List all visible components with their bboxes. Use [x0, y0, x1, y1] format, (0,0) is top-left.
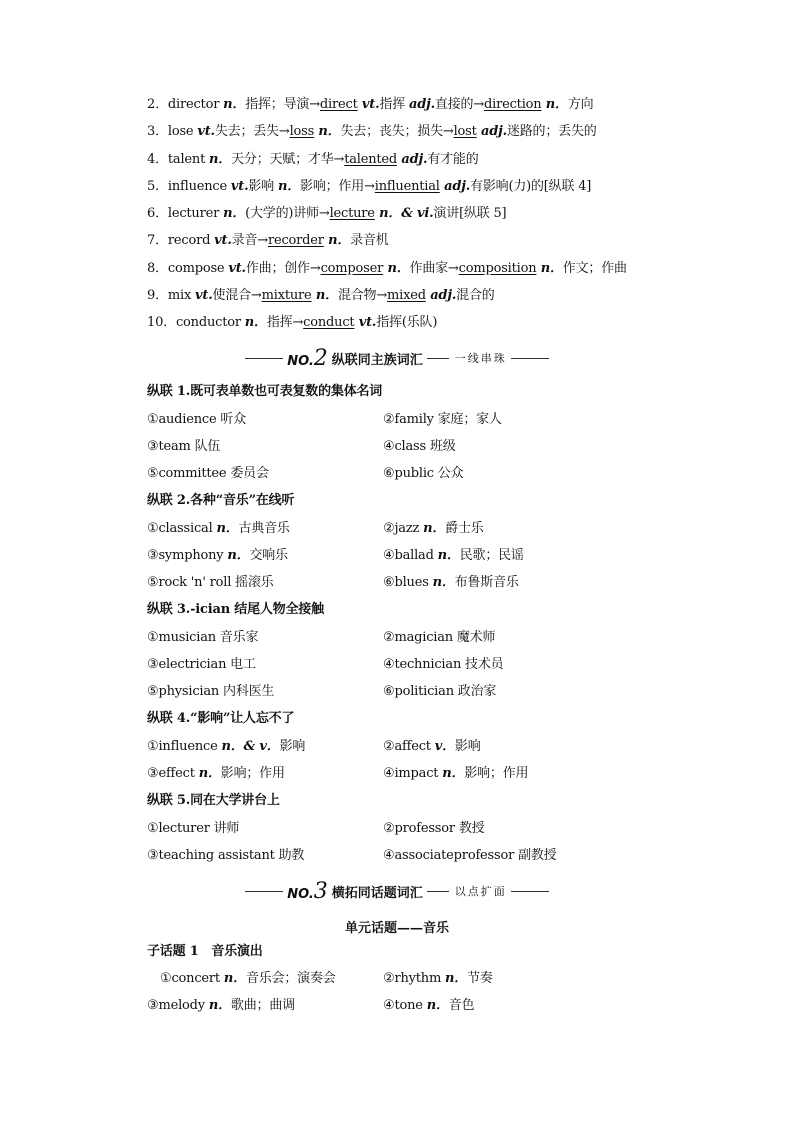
- header-rule-right: [511, 891, 549, 892]
- group2-item-5: ⑤rock 'n' roll 摇滚乐: [147, 575, 274, 590]
- group3-item-2: ②magician 魔术师: [383, 630, 496, 645]
- section-subtitle: 以点扩面: [454, 885, 507, 898]
- unit-topic-title: 单元话题——音乐: [344, 921, 449, 936]
- section-subtitle: 一线串珠: [454, 352, 507, 365]
- group3-item-1: ①musician 音乐家: [147, 630, 259, 645]
- group4-item-2: ②affect v．影响: [383, 739, 481, 754]
- subtopic-item-1: ①concert n．音乐会；演奏会: [160, 971, 336, 986]
- group2-item-3: ③symphony n．交响乐: [147, 548, 288, 563]
- group-title-4: 纵联 4.“影响”让人忘不了: [147, 711, 295, 726]
- group3-item-3: ③electrician 电工: [147, 657, 256, 672]
- derivation-line-9: 9．mix vt.使混合→mixture n．混合物→mixed adj.混合的: [147, 288, 495, 303]
- group2-item-4: ④ballad n．民歌；民谣: [383, 548, 524, 563]
- section-number: NO.3: [287, 878, 328, 904]
- group5-item-1: ①lecturer 讲师: [147, 821, 240, 836]
- subtopic-item-2: ②rhythm n．节奏: [383, 971, 493, 986]
- group3-item-6: ⑥politician 政治家: [383, 684, 497, 699]
- group1-item-3: ③team 队伍: [147, 439, 221, 454]
- derivation-line-5: 5．influence vt.影响 n．影响；作用→influential adj.有影响(力)的[纵联 4]: [147, 179, 592, 194]
- group2-item-1: ①classical n．古典音乐: [147, 521, 290, 536]
- group-title-2: 纵联 2.各种“音乐”在线听: [147, 493, 295, 508]
- group1-item-6: ⑥public 公众: [383, 466, 464, 481]
- group-title-1: 纵联 1.既可表单数也可表复数的集体名词: [147, 384, 383, 399]
- group4-item-1: ①influence n．& v．影响: [147, 739, 306, 754]
- section-number: NO.2: [287, 345, 328, 371]
- header-rule-mid: [427, 358, 449, 359]
- group1-item-1: ①audience 听众: [147, 412, 247, 427]
- subtopic-item-3: ③melody n．歌曲；曲调: [147, 998, 295, 1013]
- group2-item-6: ⑥blues n．布鲁斯音乐: [383, 575, 519, 590]
- subtopic-item-4: ④tone n．音色: [383, 998, 475, 1013]
- derivation-line-3: 3．lose vt.失去；丢失→loss n．失去；丧失；损失→lost adj.迷路的；丢失的: [147, 124, 597, 139]
- group3-item-4: ④technician 技术员: [383, 657, 504, 672]
- derivation-line-2: 2．director n．指挥；导演→direct vt.指挥 adj.直接的→direction n．方向: [147, 97, 594, 112]
- derivation-line-6: 6．lecturer n．(大学的)讲师→lecture n．& vi.演讲[纵联 5]: [147, 206, 507, 221]
- header-rule-left: [245, 358, 283, 359]
- group1-item-4: ④class 班级: [383, 439, 456, 454]
- subtopic-title: 子话题 1 音乐演出: [147, 944, 263, 959]
- header-rule-left: [245, 891, 283, 892]
- group5-item-2: ②professor 教授: [383, 821, 485, 836]
- group1-item-5: ⑤committee 委员会: [147, 466, 269, 481]
- group4-item-4: ④impact n．影响；作用: [383, 766, 529, 781]
- header-rule-mid: [427, 891, 449, 892]
- group3-item-5: ⑤physician 内科医生: [147, 684, 275, 699]
- group5-item-4: ④associateprofessor 副教授: [383, 848, 557, 863]
- derivation-line-4: 4．talent n．天分；天赋；才华→talented adj.有才能的: [147, 152, 479, 167]
- group1-item-2: ②family 家庭；家人: [383, 412, 502, 427]
- section-title: 横拓同话题词汇: [331, 885, 423, 901]
- group4-item-3: ③effect n．影响；作用: [147, 766, 285, 781]
- group-title-5: 纵联 5.同在大学讲台上: [147, 793, 280, 808]
- header-rule-right: [511, 358, 549, 359]
- group-title-3: 纵联 3.-ician 结尾人物全接触: [147, 602, 324, 617]
- group2-item-2: ②jazz n．爵士乐: [383, 521, 484, 536]
- group5-item-3: ③teaching assistant 助教: [147, 848, 305, 863]
- derivation-line-7: 7．record vt.录音→recorder n．录音机: [147, 233, 389, 248]
- derivation-line-10: 10．conductor n．指挥→conduct vt.指挥(乐队): [147, 315, 438, 330]
- section-header-no2: [0, 346, 794, 370]
- section-header-no3: [0, 879, 794, 903]
- derivation-line-8: 8．compose vt.作曲；创作→composer n．作曲家→composition n．作文；作曲: [147, 261, 627, 276]
- section-title: 纵联同主族词汇: [331, 352, 423, 368]
